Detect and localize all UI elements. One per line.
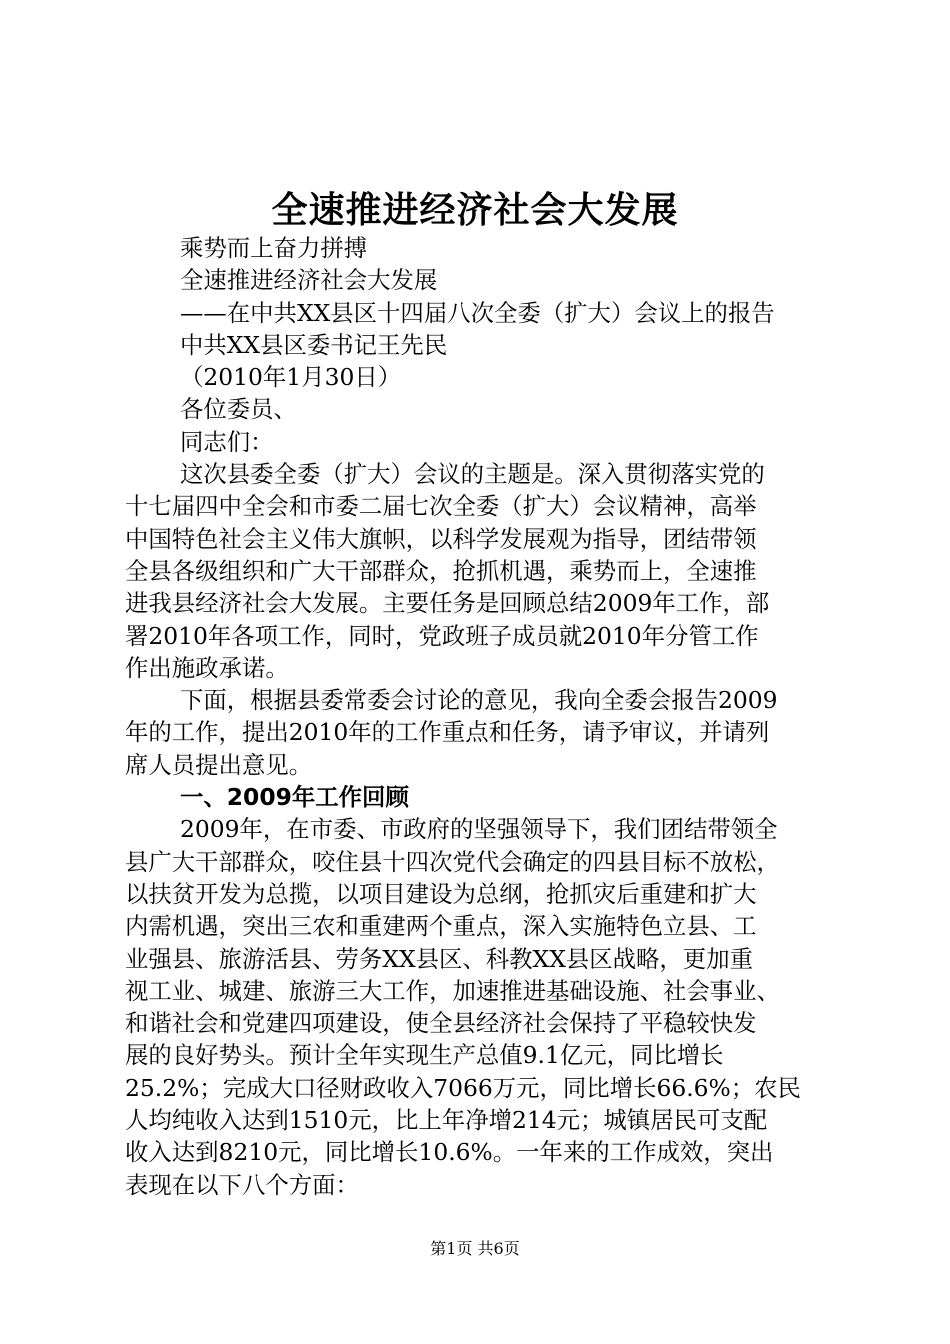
document-title: 全速推进经济社会大发展	[271, 189, 679, 231]
text-line: 下面，根据县委常委会讨论的意见，我向全委会报告2009	[180, 686, 778, 715]
text-line: ——在中共XX县区十四届八次全委（扩大）会议上的报告	[180, 298, 775, 327]
text-line: 全速推进经济社会大发展	[180, 266, 438, 295]
text-line: 视工业、城建、旅游三大工作，加速推进基础设施、社会事业、	[125, 976, 780, 1005]
text-line: 署2010年各项工作，同时，党政班子成员就2010年分管工作	[125, 621, 759, 650]
page-number-footer: 第1页 共6页	[430, 1239, 520, 1258]
document-body	[125, 232, 837, 1201]
text-line: 进我县经济社会大发展。主要任务是回顾总结2009年工作，部	[125, 589, 770, 618]
text-line: 这次县委全委（扩大）会议的主题是。深入贯彻落实党的	[180, 460, 765, 489]
text-line: 2009年，在市委、市政府的坚强领导下，我们团结带领全	[180, 815, 778, 844]
text-line: 中国特色社会主义伟大旗帜，以科学发展观为指导，团结带领	[125, 524, 757, 553]
text-line: 收入达到8210元，同比增长10.6%。一年来的工作成效，突出	[125, 1138, 774, 1167]
text-line: 和谐社会和党建四项建设，使全县经济社会保持了平稳较快发	[125, 1009, 757, 1038]
text-line: 展的良好势头。预计全年实现生产总值9.1亿元，同比增长	[125, 1041, 724, 1070]
text-line: 席人员提出意见。	[125, 750, 313, 779]
text-line: 年的工作，提出2010年的工作重点和任务，请予审议，并请列	[125, 718, 770, 747]
text-line: 内需机遇，突出三农和重建两个重点，深入实施特色立县、工	[125, 912, 757, 941]
text-line: （2010年1月30日）	[180, 363, 402, 392]
text-line: 人均纯收入达到1510元，比上年净增214元；城镇居民可支配	[125, 1106, 768, 1135]
text-line: 25.2%；完成大口径财政收入7066万元，同比增长66.6%；农民	[125, 1073, 801, 1102]
text-line: 作出施政承诺。	[125, 653, 289, 682]
text-line: 各位委员、	[180, 395, 297, 424]
text-line: 十七届四中全会和市委二届七次全委（扩大）会议精神，高举	[125, 492, 757, 521]
text-line: 中共XX县区委书记王先民	[180, 330, 448, 359]
text-line: 以扶贫开发为总揽，以项目建设为总纲，抢抓灾后重建和扩大	[125, 879, 757, 908]
section-heading: 一、2009年工作回顾	[180, 783, 409, 812]
text-line: 表现在以下八个方面：	[125, 1170, 359, 1199]
text-line: 乘势而上奋力拼搏	[180, 234, 368, 262]
text-line: 业强县、旅游活县、劳务XX县区、科教XX县区战略，更加重	[125, 944, 753, 973]
text-line: 全县各级组织和广大干部群众，抢抓机遇，乘势而上，全速推	[125, 556, 757, 585]
text-line: 县广大干部群众，咬住县十四次党代会确定的四县目标不放松，	[125, 847, 780, 876]
text-line: 同志们：	[180, 427, 274, 456]
